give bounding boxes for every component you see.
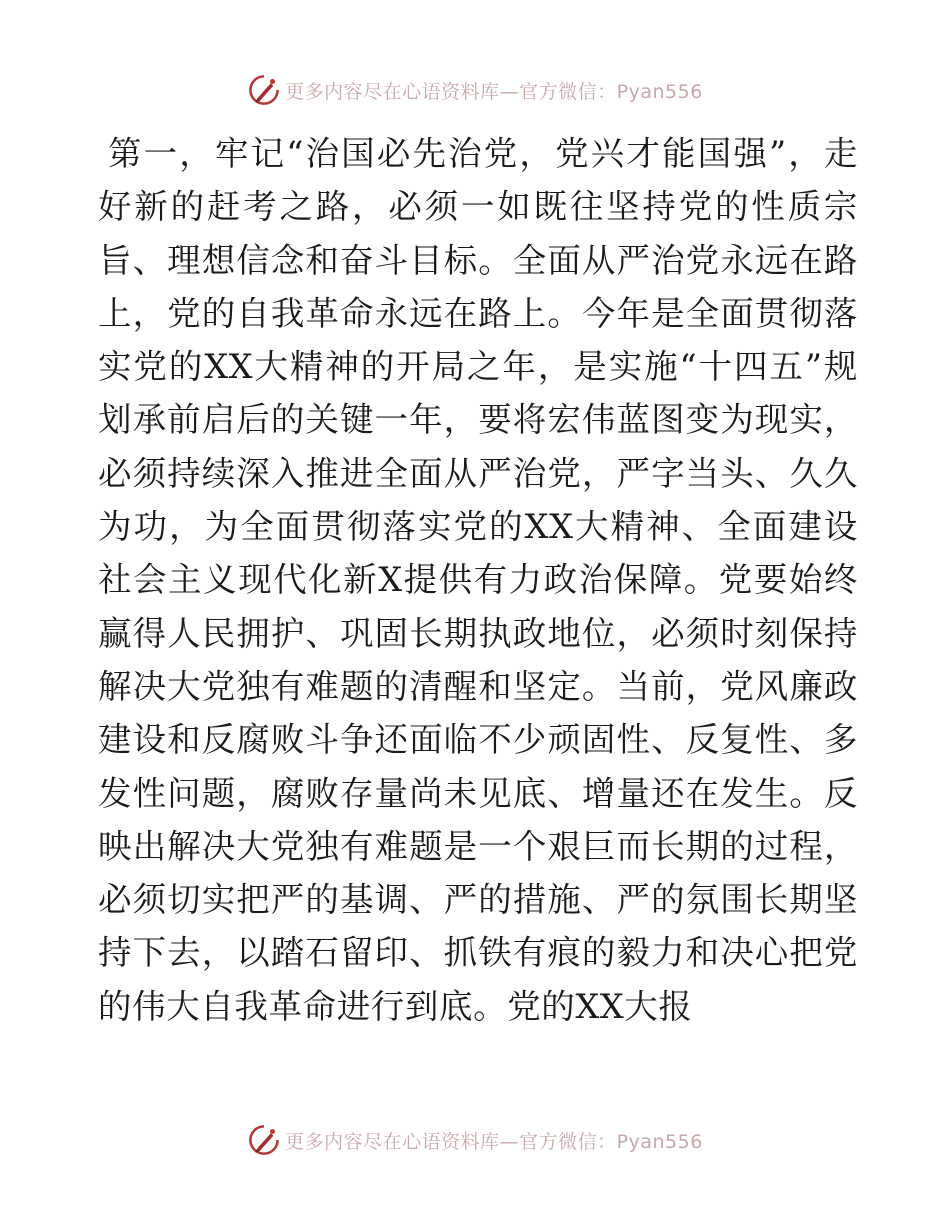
header-watermark-banner bbox=[0, 70, 950, 110]
pen-circle-logo-icon bbox=[247, 73, 281, 107]
pen-circle-logo-icon bbox=[247, 1123, 281, 1157]
footer-watermark-banner bbox=[0, 1120, 950, 1160]
body-paragraph: 第一，牢记“治国必先治党，党兴才能国强”，走好新的赶考之路，必须一如既往坚持党的性质宗旨、理想信念和奋斗目标。全面从严治党永远在路上，党的自我革命永远在路上。今年是全面贯彻落实党的XX大精神的开局之年，是实施“十四五”规划承前启后的关键一年，要将宏伟蓝图变为现实，必须持续深入推进全面从严治党，严字当头、久久为功，为全面贯彻落实党的XX大精神、全面建设社会主义现代化新X提供有力政治保障。党要始终赢得人民拥护、巩固长期执政地位，必须时刻保持解决大党独有难题的清醒和坚定。当前，党风廉政建设和反腐败斗争还面临不少顽固性、反复性、多发性问题，腐败存量尚未见底、增量还在发生。反映出解决大党独有难题是一个艰巨而长期的过程，必须切实把严的基调、严的措施、严的氛围长期坚持下去，以踏石留印、抓铁有痕的毅力和决心把党的伟大自我革命进行到底。党的XX大报 bbox=[98, 134, 858, 1026]
footer-watermark-text: 更多内容尽在心语资料库—官方微信：Pyan556 bbox=[285, 1130, 703, 1153]
header-watermark-text: 更多内容尽在心语资料库—官方微信：Pyan556 bbox=[285, 80, 703, 103]
